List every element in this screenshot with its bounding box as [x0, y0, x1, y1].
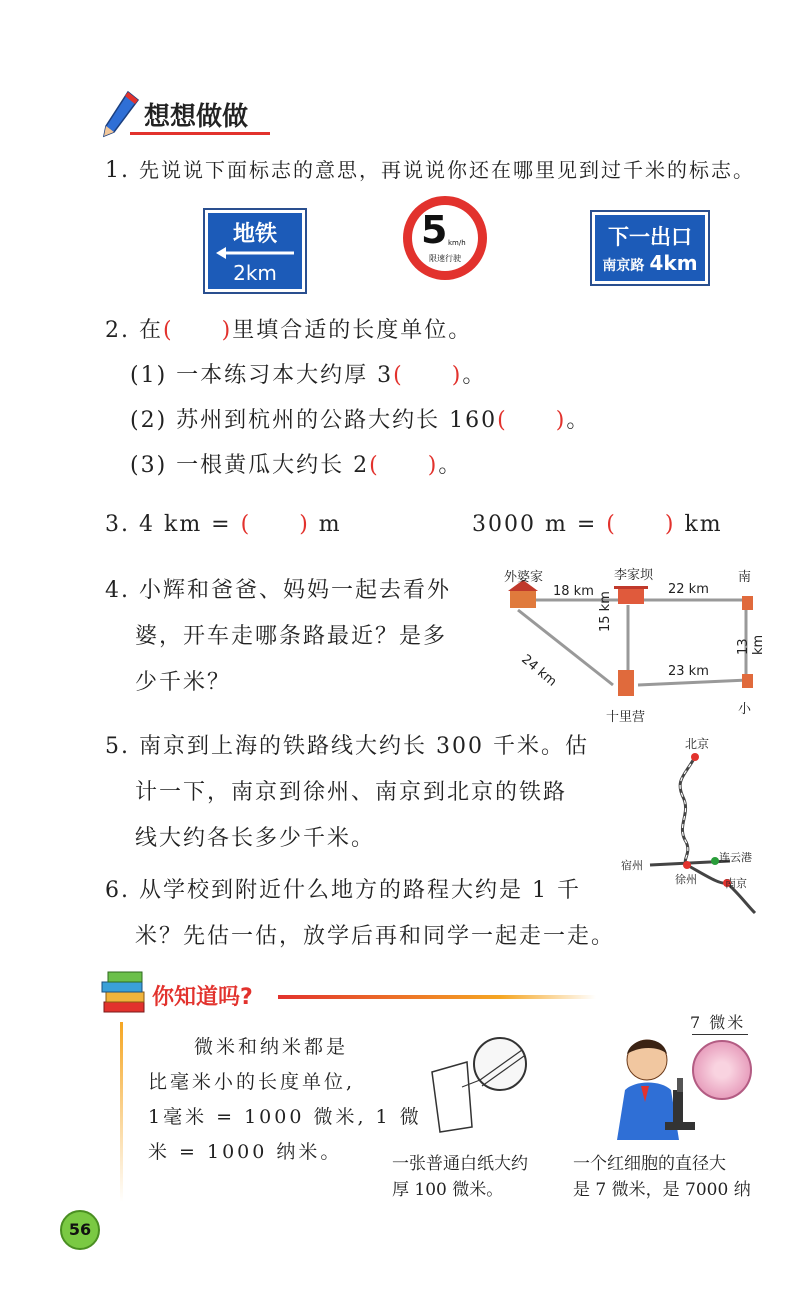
q3-left: 3. 4 km = ( ) m: [105, 512, 342, 537]
paper-magnifier-illustration: [422, 1032, 532, 1142]
student-microscope-illustration: [605, 1030, 705, 1140]
cell-caption: 一个红细胞的直径大 是 7 微米，是 7000 纳: [573, 1154, 751, 1200]
building-icon: [618, 670, 634, 696]
house-icon: [510, 590, 536, 608]
title-underline: [130, 132, 270, 135]
q2-item-2: (2) 苏州到杭州的公路大约长 160( )。: [130, 408, 591, 433]
q1-text: 1. 先说说下面标志的意思，再说说你还在哪里见到过千米的标志。: [105, 158, 755, 183]
q5-text: 5. 南京到上海的铁路线大约长 300 千米。估 计一下，南京到徐州、南京到北京的铁路 线大约各长多少千米。: [105, 734, 589, 851]
page-number-badge: [60, 1210, 100, 1250]
know-title: 你知道吗?: [152, 985, 253, 1010]
q2-item-1: (1) 一本练习本大约厚 3( )。: [130, 363, 487, 388]
books-icon: [100, 968, 148, 1018]
route-map: 外婆家 李家坝 南 十里营 小 18 km 22 km 15 km 24 km 23 km 13 km: [498, 560, 753, 725]
q2-item-3: (3) 一根黄瓜大约长 2( )。: [130, 453, 463, 478]
q6-text: 6. 从学校到附近什么地方的路程大约是 1 千 米？先估一估，放学后再和同学一起走一走。: [105, 878, 616, 949]
section-title: 想想做做: [144, 102, 249, 132]
left-arrow-icon: [216, 247, 294, 259]
red-blood-cell: [692, 1040, 752, 1100]
gate-icon: [618, 588, 644, 604]
exit-sign: 下一出口 南京路 4km: [592, 212, 708, 284]
speed-limit-sign: 5 km/h 限速行驶: [403, 196, 487, 280]
know-left-border: [120, 1022, 123, 1202]
q4-text: 4. 小辉和爸爸、妈妈一起去看外 婆，开车走哪条路最近？是多 少千米？: [105, 578, 452, 695]
know-title-line: [278, 995, 596, 999]
q2-text: 2. 在( )里填合适的长度单位。: [105, 318, 473, 343]
know-text: 微米和纳米都是 比毫米小的长度单位, 1毫米 = 1000 微米, 1 微 米 = 1000 纳米。: [148, 1036, 422, 1164]
beijing-dot: [691, 753, 699, 761]
q3-right: 3000 m = ( ) km: [472, 512, 723, 537]
subway-sign: 地铁 2km: [205, 210, 305, 292]
cell-label: 7 微米: [690, 1013, 746, 1032]
page-number: 56: [68, 1220, 92, 1239]
paper-caption: 一张普通白纸大约 厚 100 微米。: [392, 1154, 528, 1200]
section-header: [100, 88, 270, 140]
railway-map: 北京 宿州 徐州 连云港 南京: [615, 735, 755, 915]
cell-measure-line: [692, 1034, 748, 1035]
